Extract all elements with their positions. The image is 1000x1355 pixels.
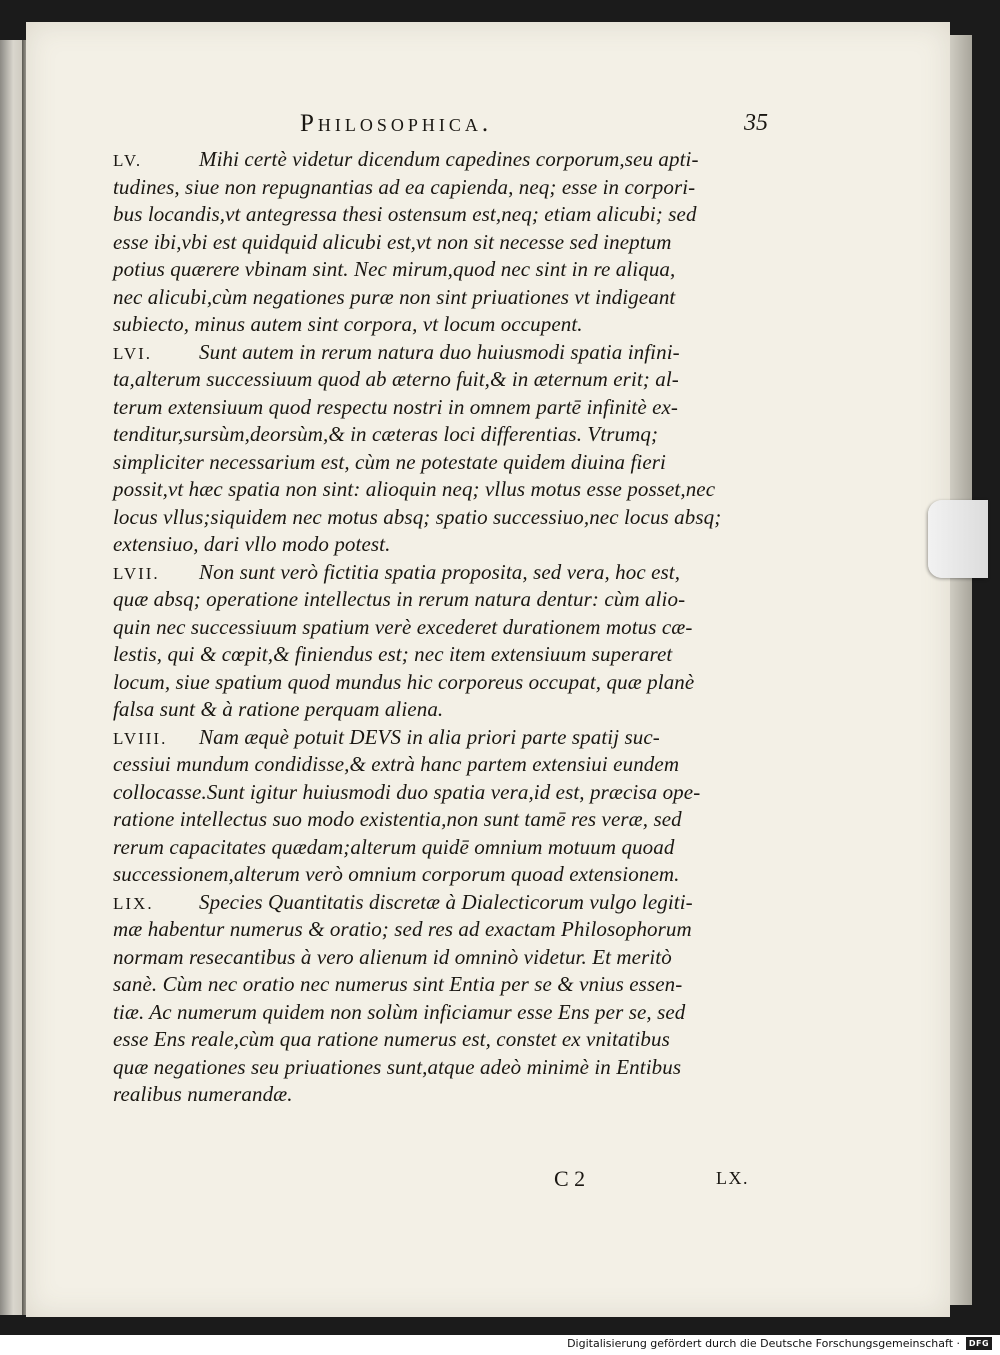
- line-text: extensiuo, dari vllo modo potest.: [113, 532, 391, 556]
- line-text: subiecto, minus autem sint corpora, vt locum occupent.: [113, 312, 583, 336]
- line-text: quin nec successiuum spatium verè excederet durationem motus cæ-: [113, 614, 693, 639]
- text-line: [113, 586, 765, 614]
- text-line: [113, 284, 765, 312]
- text-line: [113, 861, 765, 889]
- line-text: simpliciter necessarium est, cùm ne potestate quidem diuina fieri: [113, 449, 666, 474]
- right-page-edge: [950, 35, 972, 1305]
- text-line: [113, 256, 765, 284]
- text-line: [113, 229, 765, 257]
- text-line: [113, 311, 765, 339]
- page-clip: [928, 500, 988, 578]
- line-text: Nam æquè potuit DEVS in alia priori parte spatij suc-: [199, 724, 660, 749]
- text-line: [113, 1054, 765, 1082]
- thesis-number: LVIII.: [113, 728, 168, 748]
- line-text: Species Quantitatis discretæ à Dialecticorum vulgo legiti-: [199, 889, 693, 914]
- line-text: ta,alterum successiuum quod ab æterno fuit,& in æternum erit; al-: [113, 367, 679, 391]
- signature-mark: C 2: [554, 1166, 586, 1191]
- line-text: bus locandis,vt antegressa thesi ostensum est,neq; etiam alicubi; sed: [113, 202, 697, 226]
- text-line: [113, 421, 765, 449]
- thesis-number: LV.: [113, 151, 143, 170]
- line-text: esse Ens reale,cùm qua ratione numerus est, constet ex vnitatibus: [113, 1027, 670, 1051]
- line-text: realibus numerandæ.: [113, 1082, 293, 1106]
- thesis-number: LIX.: [113, 893, 154, 913]
- text-line: [113, 449, 765, 477]
- thesis-number: LVI.: [113, 343, 153, 363]
- text-line: [113, 696, 765, 724]
- line-text: Mihi certè videtur dicendum capedines corporum,seu apti-: [199, 147, 699, 171]
- text-line: [113, 504, 765, 532]
- text-line: [113, 806, 765, 834]
- line-text: Non sunt verò fictitia spatia proposita, sed vera, hoc est,: [199, 559, 681, 584]
- line-text: quæ negationes seu priuationes sunt,atque adeò minimè in Entibus: [113, 1054, 682, 1079]
- text-line: [113, 1081, 765, 1109]
- line-text: falsa sunt & à ratione perquam aliena.: [113, 697, 444, 721]
- line-text: lestis, qui & cœpit,& finiendus est; nec item extensiuum superaret: [113, 642, 673, 666]
- text-line: [113, 201, 765, 229]
- funding-credit: Digitalisierung gefördert durch die Deutsche Forschungsgemeinschaft ·: [567, 1337, 960, 1350]
- line-text: tiæ. Ac numerum quidem non solùm inficiamur esse Ens per se, sed: [113, 999, 686, 1024]
- catchword: LX.: [716, 1168, 749, 1188]
- thesis-number: LVII.: [113, 563, 160, 583]
- line-text: tudines, siue non repugnantias ad ea capienda, neq; esse in corpori-: [113, 174, 696, 199]
- line-text: successionem,alterum verò omnium corporum quoad extensionem.: [113, 862, 680, 886]
- text-line: [113, 614, 765, 642]
- line-text: rerum capacitates quædam;alterum quidē omnium motuum quoad: [113, 834, 675, 859]
- dfg-logo: DFG: [966, 1337, 992, 1350]
- text-line: [113, 146, 765, 174]
- line-text: esse ibi,vbi est quidquid alicubi est,vt non sit necesse sed ineptum: [113, 229, 672, 254]
- line-text: terum extensiuum quod respectu nostri in omnem partē infinitè ex-: [113, 394, 679, 419]
- line-text: mæ habentur numerus & oratio; sed res ad exactam Philosophorum: [113, 917, 692, 941]
- text-line: [113, 751, 765, 779]
- line-text: ratione intellectus suo modo existentia,non sunt tamē res veræ, sed: [113, 807, 682, 831]
- text-line: [113, 916, 765, 944]
- line-text: locum, siue spatium quod mundus hic corporeus occupat, quæ planè: [113, 669, 695, 694]
- text-line: [113, 999, 765, 1027]
- text-line: [113, 889, 765, 917]
- line-text: tenditur,sursùm,deorsùm,& in cæteras loci differentias. Vtrumq;: [113, 422, 659, 446]
- text-line: [113, 366, 765, 394]
- text-line: [113, 641, 765, 669]
- text-block: [113, 146, 765, 1109]
- line-text: potius quærere vbinam sint. Nec mirum,quod nec sint in re aliqua,: [113, 257, 676, 281]
- text-line: [113, 779, 765, 807]
- line-text: locus vllus;siquidem nec motus absq; spatio successiuo,nec locus absq;: [113, 504, 722, 529]
- text-line: [113, 669, 765, 697]
- text-line: [113, 1026, 765, 1054]
- line-text: sanè. Cùm nec oratio nec numerus sint Entia per se & vnius essen-: [113, 972, 683, 996]
- text-line: [113, 531, 765, 559]
- text-line: [113, 971, 765, 999]
- text-line: [113, 834, 765, 862]
- line-text: collocasse.Sunt igitur huiusmodi duo spatia vera,id est, præcisa ope-: [113, 779, 701, 804]
- text-line: [113, 724, 765, 752]
- text-line: [113, 559, 765, 587]
- text-line: [113, 174, 765, 202]
- text-line: [113, 944, 765, 972]
- line-text: Sunt autem in rerum natura duo huiusmodi spatia infini-: [199, 339, 680, 364]
- line-text: possit,vt hæc spatia non sint: alioquin neq; vllus motus esse posset,nec: [113, 477, 716, 501]
- text-line: [113, 394, 765, 422]
- left-page-edge: [0, 40, 22, 1315]
- text-line: [113, 476, 765, 504]
- line-text: cessiui mundum condidisse,& extrà hanc partem extensiui eundem: [113, 752, 680, 776]
- line-text: quæ absq; operatione intellectus in rerum natura dentur: cùm alio-: [113, 587, 686, 611]
- page-number: 35: [744, 110, 768, 136]
- text-line: [113, 339, 765, 367]
- line-text: nec alicubi,cùm negationes puræ non sint priuationes vt indigeant: [113, 284, 676, 309]
- running-head: Philosophica.: [300, 110, 493, 137]
- line-text: normam resecantibus à vero alienum id omninò videtur. Et meritò: [113, 944, 672, 969]
- footer: [0, 1335, 1000, 1355]
